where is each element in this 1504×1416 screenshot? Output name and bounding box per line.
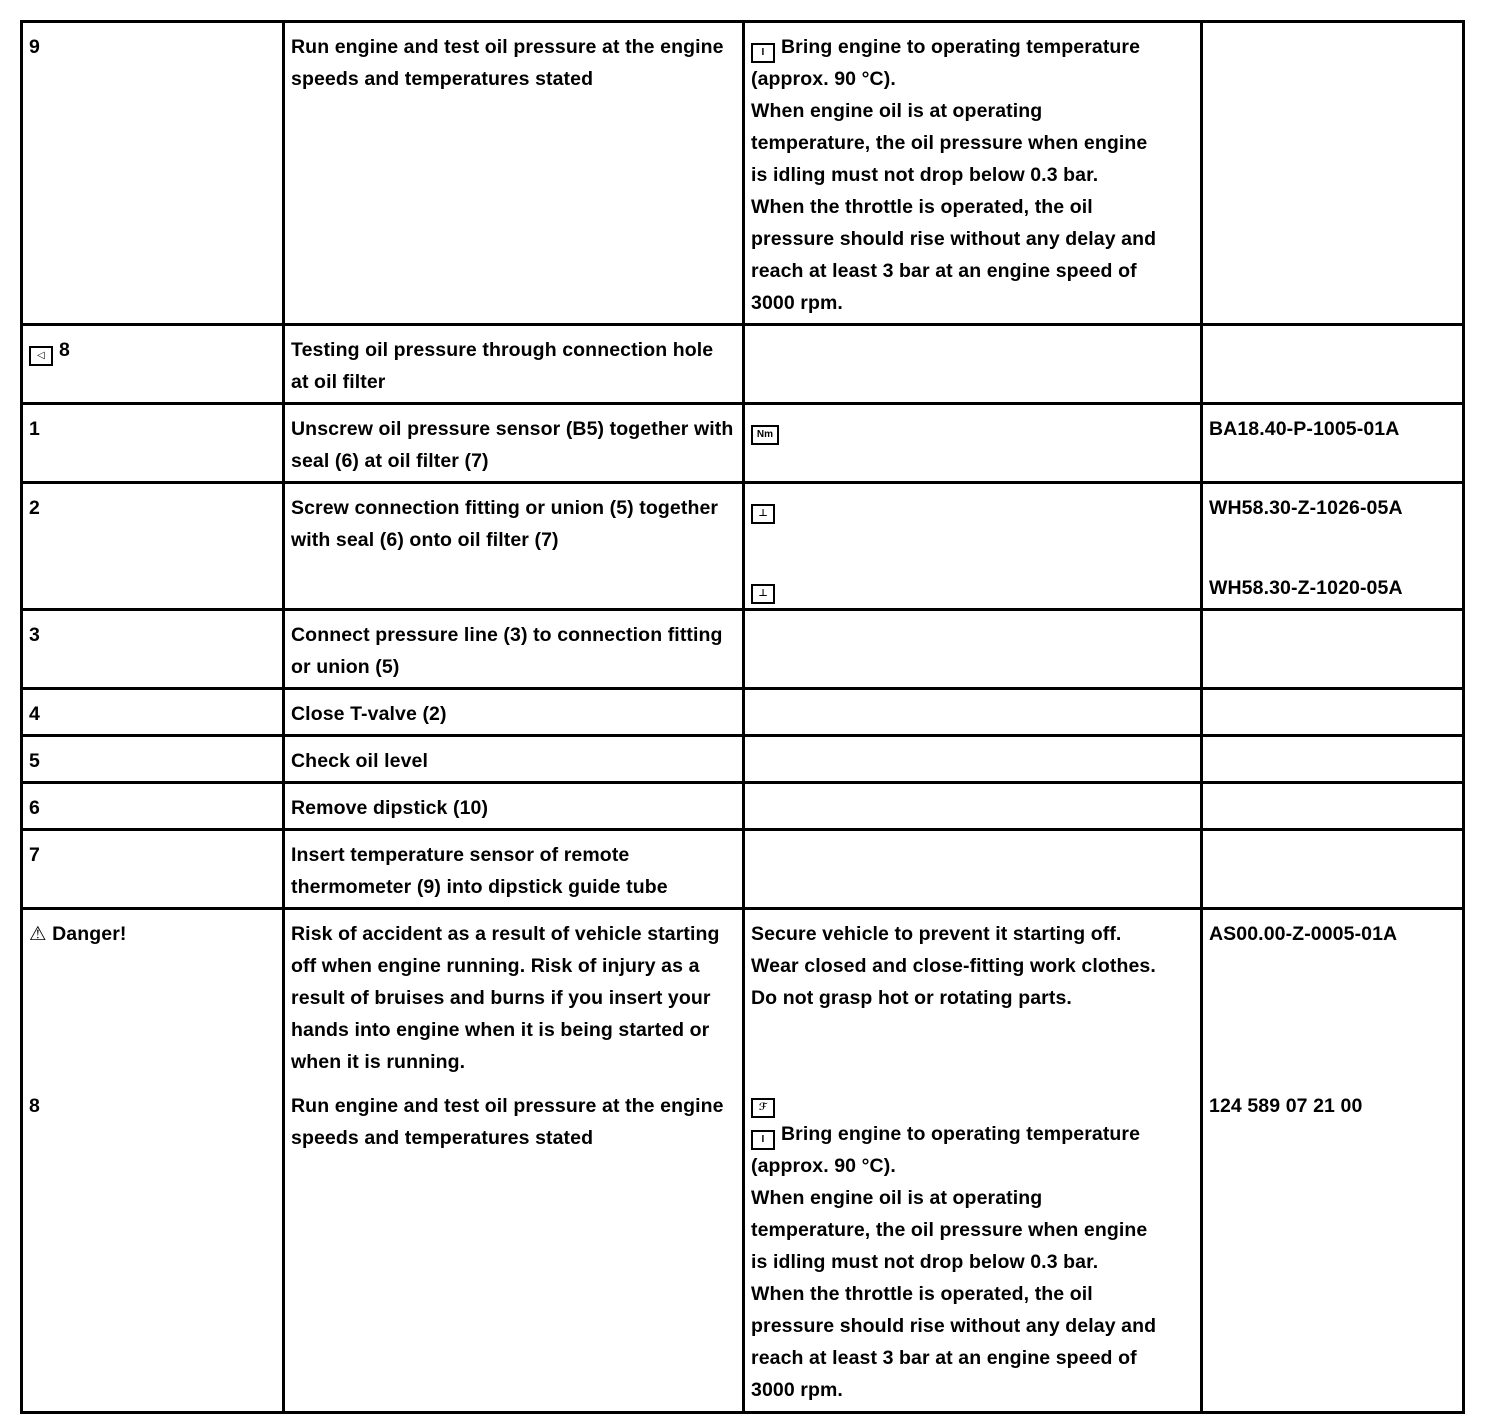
spacer: [751, 524, 1194, 556]
step-action: Check oil level: [284, 736, 744, 783]
table-row: [22, 736, 1464, 783]
spacer: [751, 556, 1194, 572]
spacer: [1209, 524, 1456, 556]
step-action: Risk of accident as a result of vehicle starting off when engine running. Risk of injury as a result of bruises and burns if you insert your hands into engine when it is being started or when it is running. Run engine and test oil pressure at the engine speeds and temperatures stated: [284, 909, 744, 1413]
step-number: 5: [22, 736, 284, 783]
special-tool-icon: ℱ: [751, 1098, 775, 1118]
step-reference: [1202, 736, 1464, 783]
table-row: [22, 325, 1464, 404]
spacer: [29, 950, 276, 1090]
step-number: 3: [22, 610, 284, 689]
step-number: 7: [22, 830, 284, 909]
step-number: 2: [22, 483, 284, 610]
table-row: [22, 830, 1464, 909]
step-reference: BA18.40-P-1005-01A: [1202, 404, 1464, 483]
spacer: [1209, 950, 1456, 1090]
spacer: [291, 1078, 736, 1090]
temperature-icon: I: [751, 1130, 775, 1150]
spacer: [751, 1014, 1194, 1086]
procedure-table: [20, 20, 1465, 1414]
table-row: [22, 22, 1464, 325]
torque-nm-icon: Nm: [751, 425, 779, 445]
step-reference: [1202, 610, 1464, 689]
step-note: [744, 325, 1202, 404]
step-reference: AS00.00-Z-0005-01A 124 589 07 21 00: [1202, 909, 1464, 1413]
warning-triangle-icon: ⚠: [29, 923, 47, 945]
step-action: Remove dipstick (10): [284, 783, 744, 830]
step-note: [744, 610, 1202, 689]
step-note: [744, 689, 1202, 736]
step-number: 9: [22, 22, 284, 325]
step-reference: [1202, 830, 1464, 909]
temperature-icon: I: [751, 43, 775, 63]
step-action: Insert temperature sensor of remote thermometer (9) into dipstick guide tube: [284, 830, 744, 909]
step-number: 6: [22, 783, 284, 830]
step-action: Connect pressure line (3) to connection fitting or union (5): [284, 610, 744, 689]
section-title: Testing oil pressure through connection hole at oil filter: [284, 325, 744, 404]
danger-label: Danger!: [52, 923, 127, 945]
table-row: [22, 483, 1464, 610]
step-note: [744, 404, 1202, 483]
step-action: Screw connection fitting or union (5) together with seal (6) onto oil filter (7): [284, 483, 744, 610]
table-row: [22, 783, 1464, 830]
step-note: I Bring engine to operating temperature (approx. 90 °C). When engine oil is at operating temperature, the oil pressure when engine is idling must not drop below 0.3 bar. When the throttle is operated, the oil pressure should rise without any delay and reach at least 3 bar at an engine speed of 3000 rpm.: [744, 22, 1202, 325]
step-action: Unscrew oil pressure sensor (B5) together with seal (6) at oil filter (7): [284, 404, 744, 483]
step-note: [744, 483, 1202, 610]
step-action: Run engine and test oil pressure at the engine speeds and temperatures stated: [284, 22, 744, 325]
step-note: [744, 830, 1202, 909]
step-reference: [1202, 22, 1464, 325]
special-tool-icon: ⊥: [751, 504, 775, 524]
back-arrow-icon: ◁: [29, 346, 53, 366]
step-reference: WH58.30-Z-1026-05A WH58.30-Z-1020-05A: [1202, 483, 1464, 610]
table-row: [22, 909, 1464, 1413]
step-action: Close T-valve (2): [284, 689, 744, 736]
step-number: 1: [22, 404, 284, 483]
step-note: [744, 736, 1202, 783]
table-row: [22, 610, 1464, 689]
step-number: ◁ 8: [22, 325, 284, 404]
table-row: [22, 689, 1464, 736]
step-note: [744, 783, 1202, 830]
special-tool-icon: ⊥: [751, 584, 775, 604]
spacer: [1209, 556, 1456, 572]
step-reference: [1202, 783, 1464, 830]
step-number: ⚠ Danger! 8: [22, 909, 284, 1413]
step-note: Secure vehicle to prevent it starting off. Wear closed and close-fitting work clothes. Do not grasp hot or rotating parts. ℱ I Bring engine to operating temperature (approx. 90 °C). When engine oil is at operating temperature, the oil pressure when engine is idling must not drop below 0.3 bar. When the throttle is operated, the oil pressure should rise without any delay and reach at least 3 bar at an engine speed of 3000 rpm.: [744, 909, 1202, 1413]
danger-text: Risk of accident as a result of vehicle starting off when engine running. Risk of injury as a result of bruises and burns if you insert your hands into engine when it is being started or when it is running.: [291, 923, 720, 1073]
step-reference: [1202, 689, 1464, 736]
step-number: 4: [22, 689, 284, 736]
table-row: [22, 404, 1464, 483]
step-reference: [1202, 325, 1464, 404]
